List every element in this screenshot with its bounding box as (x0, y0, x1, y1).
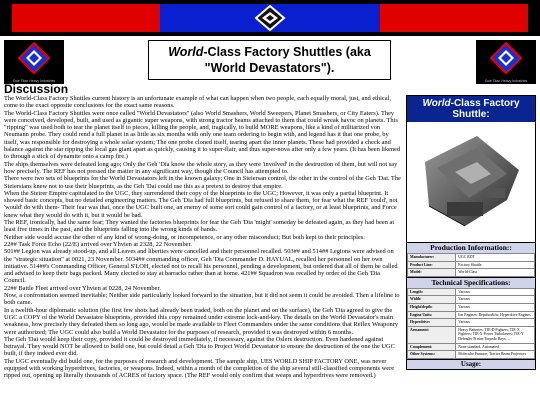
page-title (148, 40, 391, 80)
production-table (407, 253, 535, 277)
tech-heading: Technical Specifications: (407, 277, 535, 288)
table-row (408, 319, 535, 327)
table-row (408, 288, 535, 296)
article-body (4, 95, 536, 380)
spec-key: Width: (408, 296, 456, 304)
paragraph: The Geh 'Dai would keep their copy, provided it could be destroyed immediately, if necessary, against the Oslers destruction. Even hardened against betrayal. They would NOT be allowed to build one, but could detail a Geh 'Dia to Project World Devastator to ensure the destruction of the one the UGC built, if they indeed ever did. (4, 335, 395, 358)
spec-key: Length: (408, 288, 456, 296)
paragraph: When the Steirer Empire capitulated to the UGC, they surrendered their copy of the blueprints to the UGC; However, it was only a partial blueprint. It showed basic concepts, but no detailed engineering matters. The Geh 'Dia had full blueprints, but refused to share them, for fear what the REF 'could', not 'would' do with them- Their fear was that, once the UGC built one, an enemy of some sort could gain control of a factory, or at least blueprints, and Force knew what they would do with it, but it would be bad. (4, 189, 398, 219)
spec-key: Hyperdrive: (408, 319, 456, 327)
spec-key: Other Systems: (408, 351, 456, 359)
table-row (408, 326, 535, 343)
paragraph: Neither side would accuse the other of any kind of wrong-doing, or incompetence, or any other misconduct; But both kept to their principles. (4, 233, 365, 241)
paragraph: 22## Battle Fleet arrived over Yhvien at 0228, 24 November. (4, 284, 161, 292)
paragraph: In a twelfth-hour diplomatic solution (the first few shots had already been traded, both on the planet and on the surface), the Geh 'Dia agreed to give the UGC a COPY of the World Devastator blueprints, provided this copy remained under extreme lock-and-key. The details on the World Devastator's main weakness, how precisely they defeated them so long ago, would be made available to Fleet Commanders under the same conditions that Reflex Weaponry were authorized; The UGC could also build a World Devastator for the purposes of research, provided it was destroyed within 6 months. (4, 306, 399, 336)
tech-table (407, 288, 535, 359)
spec-value: None standard, Automated (456, 343, 535, 351)
paragraph: The UGC eventually did build one, for the purposes of research and development. The sample ship, UES WORLD SHIP FACTORY ONE, was never equipped with working hyperdrives, factories, or weapons. Indeed, within a month of the completion of the ship several still-classified components were ripped out, opening up literally thousands of ACRES of factory space. (The REF would only confirm that weaps and hyperdrives were removed.) (4, 357, 395, 380)
paragraph: The World-Class Factory Shuttles current history is an unfortunate example of what can happen when two people, each equally moral, just, and ethical, come to the exact opposite conclusions for the exact same reasons. (4, 95, 391, 110)
logo-caption: Sole Titan Heavy Industries (12, 79, 56, 83)
spec-key: Product Line: (408, 261, 456, 269)
spec-value: Ion Engines; Repulsorlifts; Hyperdrive Engines (456, 311, 535, 319)
table-row (408, 351, 535, 359)
diamond-logo-icon (18, 42, 50, 74)
production-heading: Production Information:: (407, 242, 535, 253)
title-rest: -Class Factory Shuttles (aka "World Devastators"). (203, 45, 371, 75)
logo-left (4, 40, 64, 84)
logo-caption: Sole Titan Heavy Industries (484, 79, 528, 83)
ship-image (407, 122, 535, 242)
usage-heading: Usage: (407, 359, 535, 369)
paragraph: Now, a confrontation seemed inevitable; Neither side particularly looked forward to the situation, but it did not seem it could be avoided. Then a lifeline to both came. (4, 292, 400, 307)
paragraph: The REF, ironically, had the same fear; They wanted the factories blueprints for fear the Geh 'Dia 'might' someday be defeated again, as they had been at least five times in the past, and the blueprints falling into the wrong kinds of hands. (4, 219, 395, 234)
table-row (408, 254, 535, 262)
infobox-title (407, 96, 535, 122)
table-row (408, 343, 535, 351)
infobox (406, 95, 536, 370)
table-row (408, 261, 535, 269)
spec-value: Various (456, 319, 535, 327)
spec-value: Molecular Furnace; Tractor Beam Projectors (456, 351, 535, 359)
table-row (408, 296, 535, 304)
spec-value: UGC RDT (456, 254, 535, 262)
spec-value: Various (456, 296, 535, 304)
spec-key: Manufacturer: (408, 254, 456, 262)
diamond-logo-icon (490, 42, 522, 74)
table-row (408, 303, 535, 311)
paragraph: 22## Task Force Echo (22/E) arrived over Yhvien at 2328, 22 November. (4, 240, 192, 248)
paragraph: The World-Class Factory Shuttles were once called "World Devastators" (also World Smashers, World Sweepers, Planet Smashers, or City Eaters). They were conceived, developed, built, and used as gigantic super weapons, with strong tractor beams attached to them that could wreak havoc on planets. This "ripping" was used both to tear the planet itself to pieces, killing the people, and, tragically, to build MORE weapons, like a kind of militarized von Neumann probe. They could rend a full planet in as little as six months with only one team ordering to begin with, and legend has it that one probe, by itself, was responsible for destroying a whole solar system; The one probe cloned itself, tearing apart the inner planets. These had provided a check and balance against the star ripping the local gas giant apart as quickly, causing it to super-flair, and thus super-nova after only a few years. (It has been likened to through a stick of dynamite onto a camp fire.) (4, 109, 401, 161)
spec-key: Height/depth: (408, 303, 456, 311)
spec-value: Heavy Batteries; TIE-D Fighters; TIE-X Fighters; TIE-X Power Turbolasers; TIE-Y Defender Proton Torpedo Bays; ... (456, 326, 535, 343)
infobox-title-rest: -Class Factory Shuttle: (450, 98, 520, 120)
title-lead: World (168, 45, 204, 59)
top-banner (0, 0, 540, 36)
discussion-heading: Discussion (4, 82, 69, 96)
ship-illustration (407, 122, 533, 242)
spec-value: World-Class (456, 269, 535, 277)
spec-value: Factory Shuttle (456, 261, 535, 269)
table-row (408, 269, 535, 277)
infobox-title-lead: World (422, 98, 451, 109)
paragraph: 501## Legion was already stood-up, and all Leaves and liberties were cancelled and their personnel recalled. 503## and 514## Legions were advised on the "strategic situation" at 0021, 23 November. 5034## commanding officer, Geh 'Dia Commander D. HAYUAL, recalled her personnel on her own initiative. 514##'s Commanding Officer, General S'LOH, elected not to recall his personnel, pending a development, but ordered that all of them be called and advised to keep their bags packed. Many elected to stay at barracks rather than at home. 421## Squadron was recalled by order of the Geh 'Dia Council. (4, 248, 398, 285)
spec-value: Various (456, 288, 535, 296)
logo-right (476, 40, 536, 84)
paragraph: There were two sets of blueprints for the World Devastators left in the known galaxy; One in Steiersan control, the other in the control of the Geh 'Dai. The Steiersians knew not to use their blueprints, as the Geh 'Dai could use this as a pretext to destroy that empire. (4, 175, 401, 190)
spec-key: Armament: (408, 326, 456, 343)
spec-key: Complement: (408, 343, 456, 351)
table-row (408, 311, 535, 319)
spec-value: Various (456, 303, 535, 311)
paragraph: The ships themselves were defeated long ago; Only the Geh 'Dia know the whole story, as they were 'involved' in the destruction of them, but will not say how precisely. The REF has not pressed the matter in any significant way, though the Council has attempted to. (4, 160, 398, 175)
emblem-icon (253, 5, 287, 31)
spec-key: Model: (408, 269, 456, 277)
spec-key: Engine Units: (408, 311, 456, 319)
